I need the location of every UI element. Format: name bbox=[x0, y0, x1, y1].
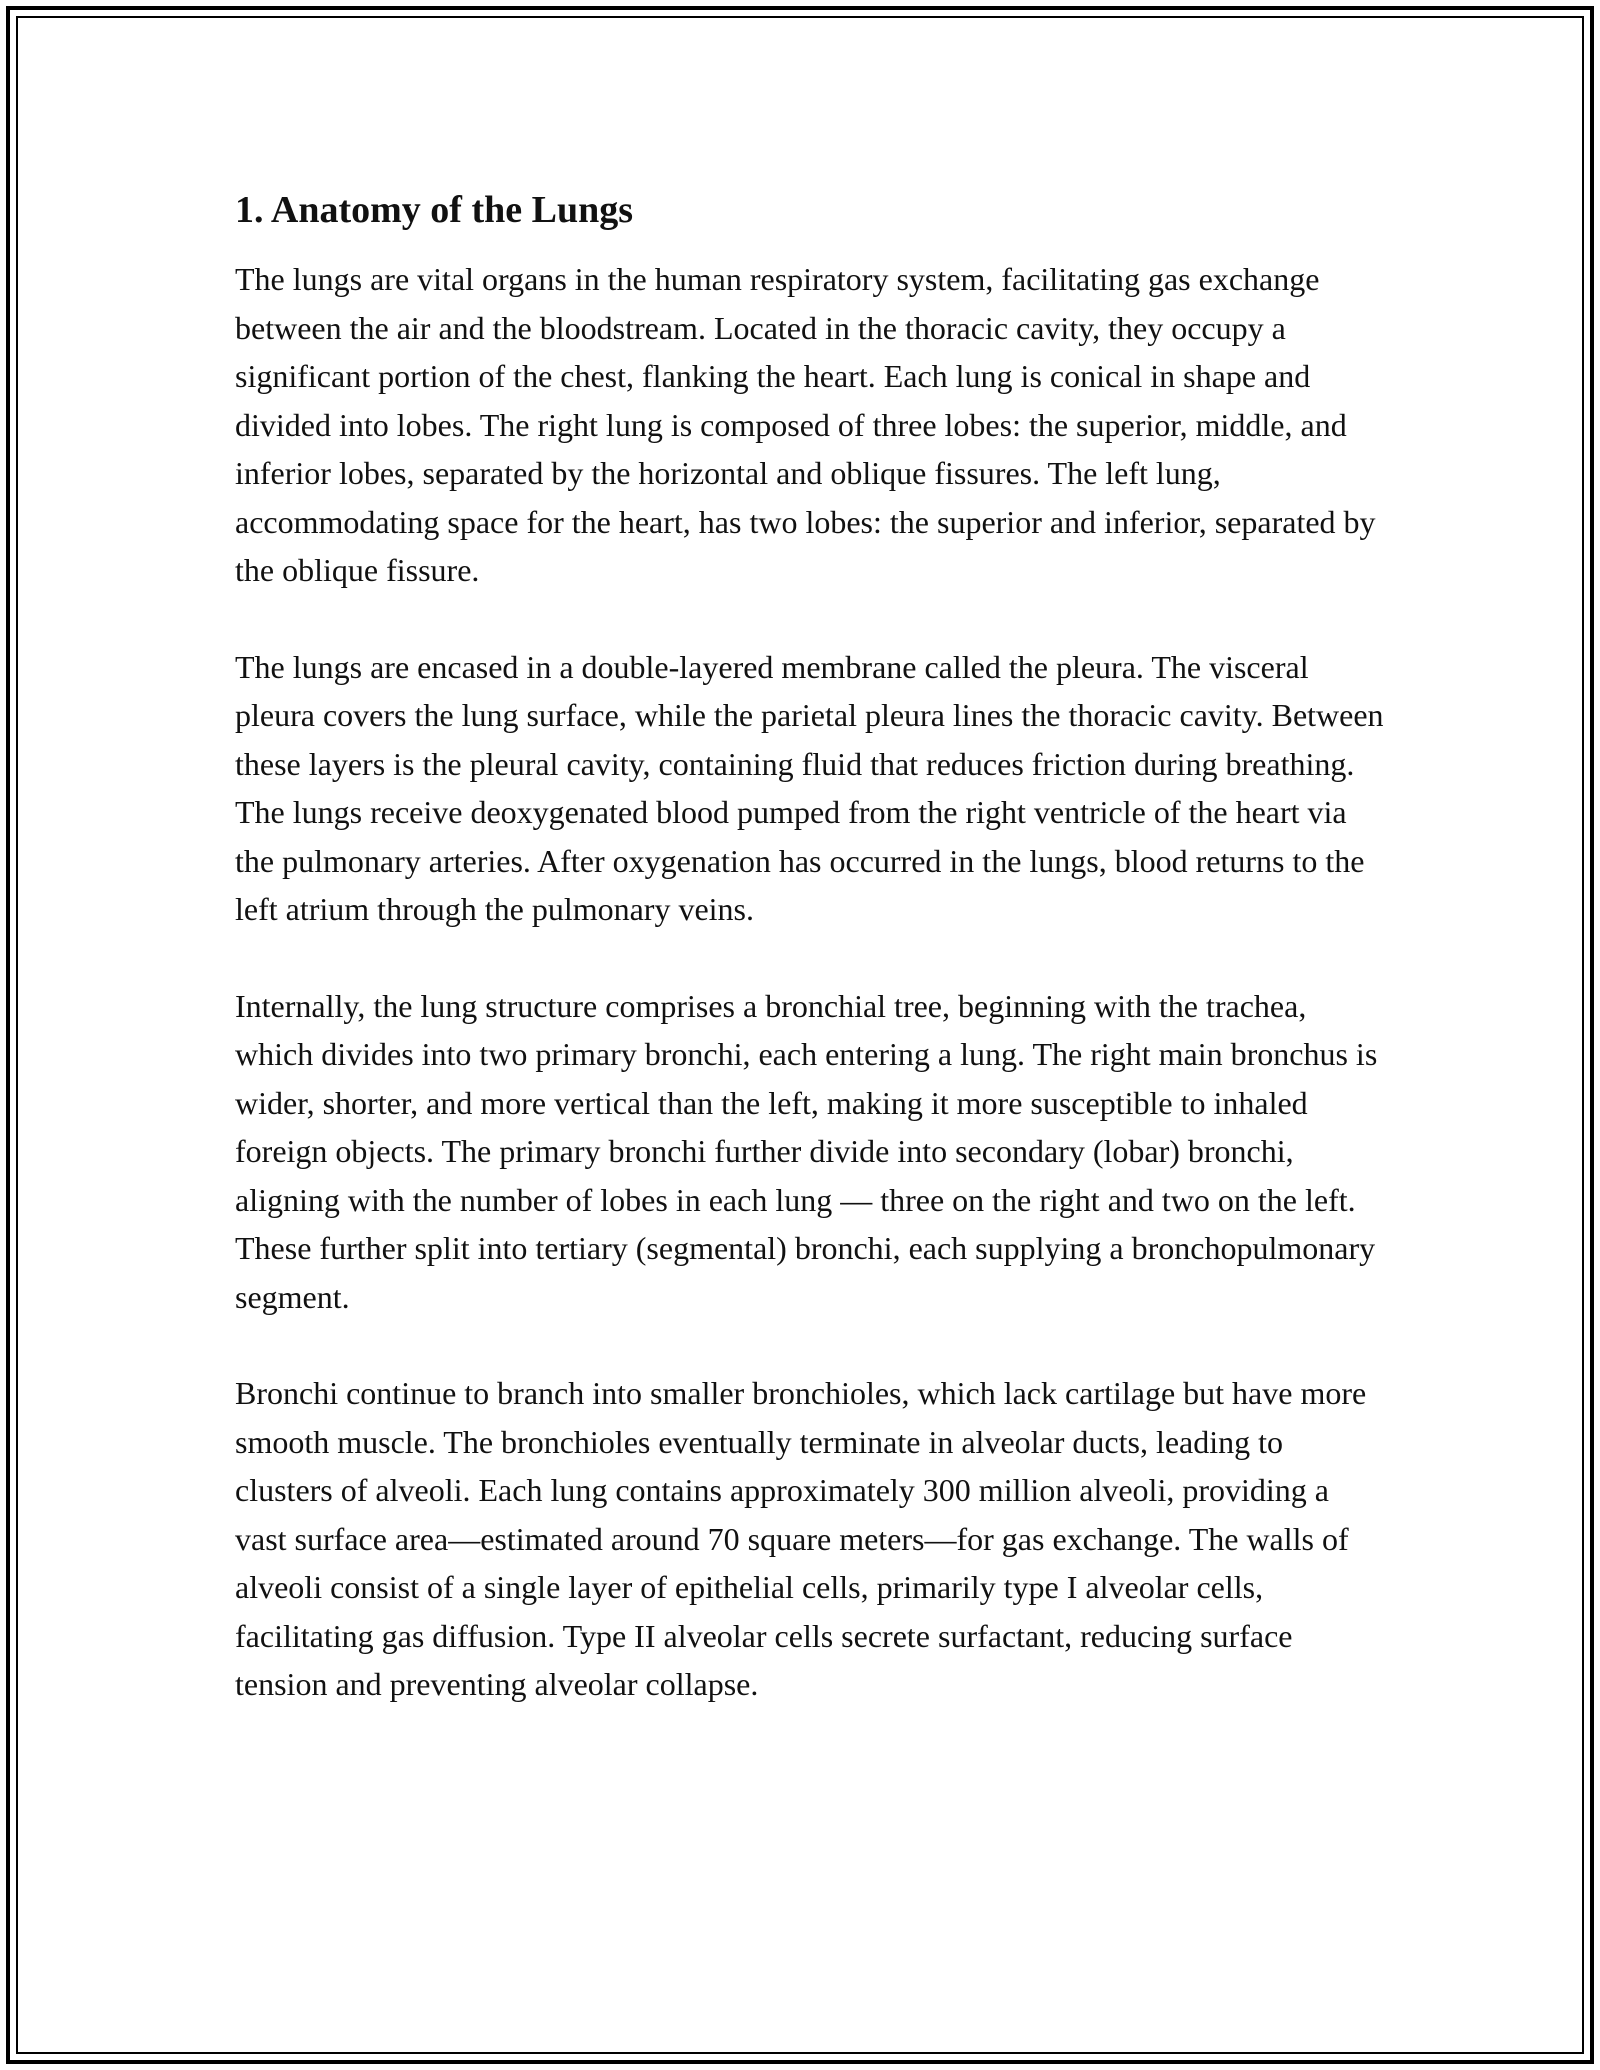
paragraph-bronchial-tree: Internally, the lung structure comprises a bronchial tree, beginning with the trachea, which divides into two primary bronchi, each entering a lung. The right main bronchus is wider, shorter, and more vertical than the left, making it more susceptible to inhaled foreign objects. The primary bronchi further divide into secondary (lobar) bronchi, aligning with the number of lobes in each lung — three on the right and two on the left. These further split into tertiary (segmental) bronchi, each supplying a bronchopulmonary segment. bbox=[235, 987, 1378, 1315]
paragraph-alveoli: Bronchi continue to branch into smaller bronchioles, which lack cartilage but have more smooth muscle. The bronchioles eventually terminate in alveolar ducts, leading to clusters of alveoli. Each lung contains approximately 300 million alveoli, providing a vast surface area—estimated around 70 square meters—for gas exchange. The walls of alveoli consist of a single layer of epithelial cells, primarily type I alveolar cells, facilitating gas diffusion. Type II alveolar cells secrete surfactant, reducing surface tension and preventing alveolar collapse. bbox=[235, 1375, 1367, 1702]
paragraph-lung-overview: The lungs are vital organs in the human respiratory system, facilitating gas exchange between the air and the bloodstream. Located in the thoracic cavity, they occupy a significant portion of the chest, flanking the heart. Each lung is conical in shape and divided into lobes. The right lung is composed of three lobes: the superior, middle, and inferior lobes, separated by the horizontal and oblique fissures. The left lung, accommodating space for the heart, has two lobes: the superior and inferior, separated by the oblique fissure. bbox=[235, 261, 1376, 588]
section-title: 1. Anatomy of the Lungs bbox=[235, 189, 633, 231]
document-body bbox=[235, 185, 1385, 1757]
paragraph-pleura-circulation: The lungs are encased in a double-layered membrane called the pleura. The visceral pleura covers the lung surface, while the parietal pleura lines the thoracic cavity. Between these layers is the pleural cavity, containing fluid that reduces friction during breathing. The lungs receive deoxygenated blood pumped from the right ventricle of the heart via the pulmonary arteries. After oxygenation has occurred in the lungs, blood returns to the left atrium through the pulmonary veins. bbox=[235, 648, 1384, 927]
